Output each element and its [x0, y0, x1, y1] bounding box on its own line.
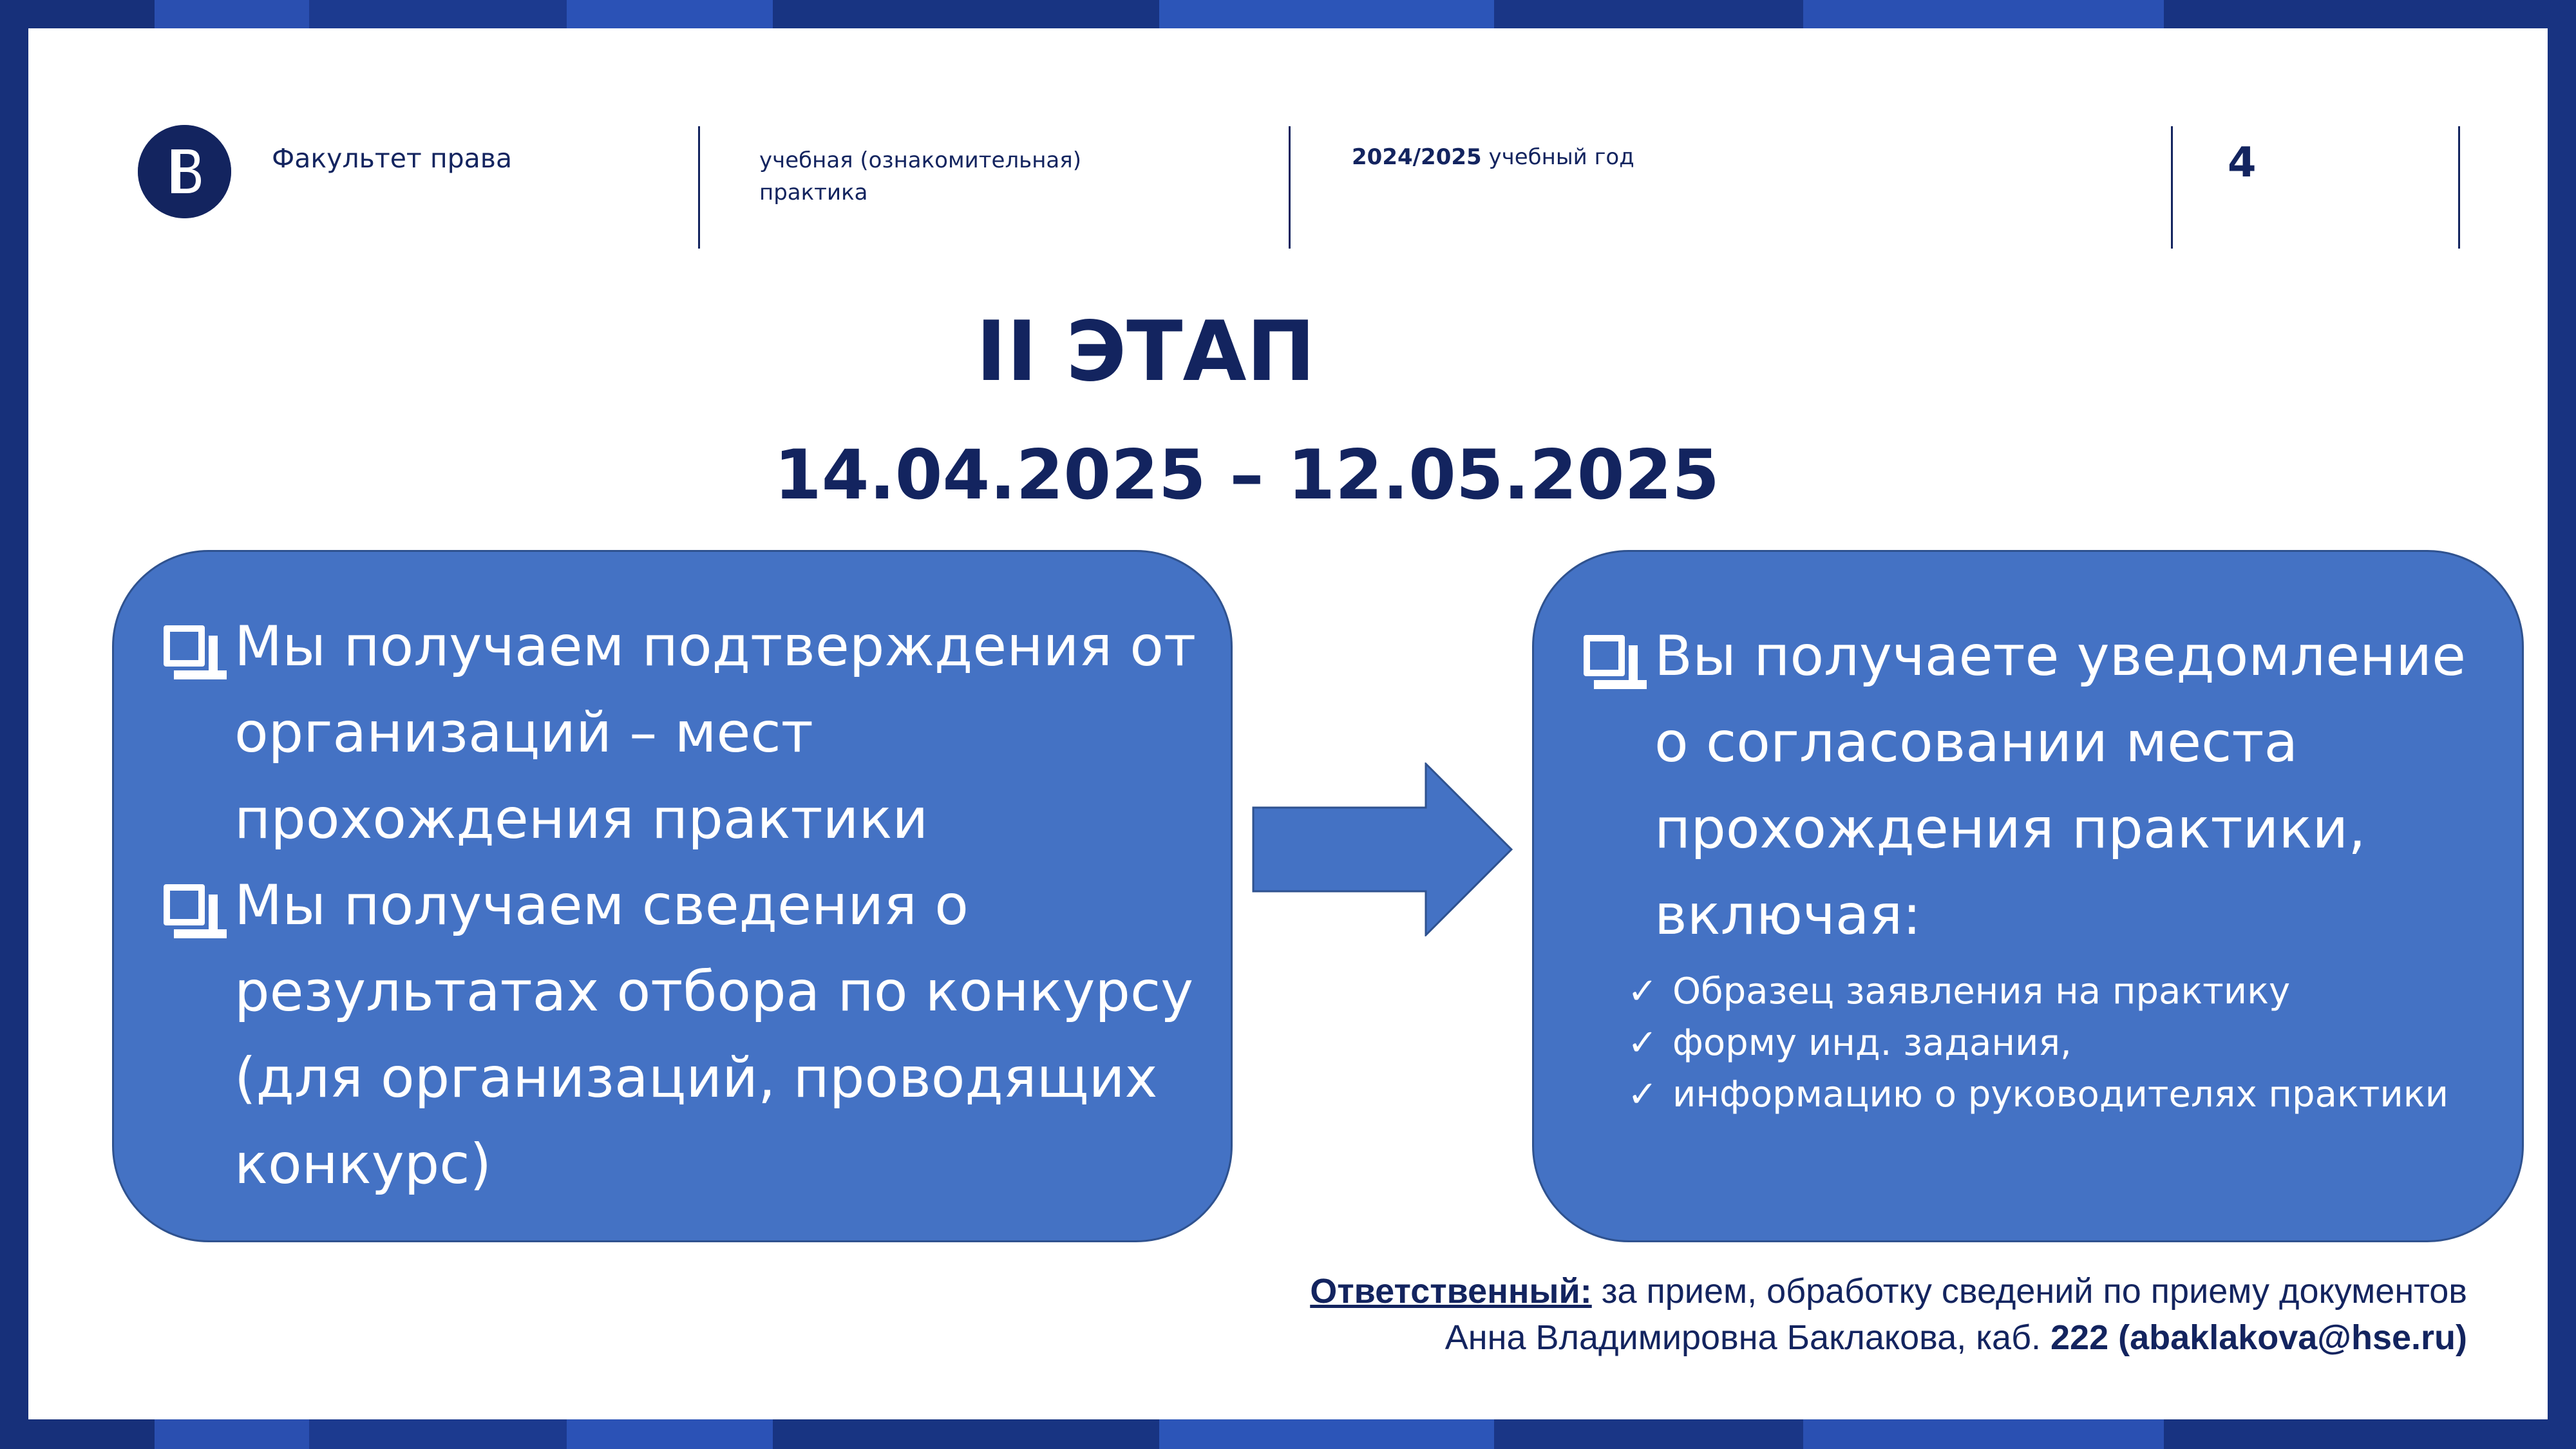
right-subitem [1582, 966, 2496, 1018]
faculty-name: Факультет права [272, 143, 513, 174]
right-arrow-icon [1252, 762, 1513, 936]
right-info-box [1532, 550, 2524, 1242]
right-subitem-text: информацию о руководителях практики [1672, 1074, 2448, 1115]
left-info-box [112, 550, 1233, 1242]
right-subitems [1582, 966, 2496, 1121]
academic-year [1352, 144, 1634, 170]
header-divider [1289, 126, 1291, 249]
left-item [162, 862, 1205, 1208]
header-divider [698, 126, 700, 249]
practice-type [759, 144, 1120, 209]
stage-dates: 14.04.2025 – 12.05.2025 [774, 435, 1719, 515]
academic-year-number: 2024/2025 [1352, 144, 1482, 170]
responsible-line [1310, 1268, 2467, 1314]
right-item [1582, 613, 2496, 958]
checkbox-icon [164, 884, 205, 925]
contact-email: (abaklakova@hse.ru) [2108, 1318, 2467, 1357]
checkbox-icon [1584, 635, 1625, 676]
right-item-text: Вы получаете уведомление о согласовании места прохождения практики, включая: [1654, 624, 2467, 947]
right-subitem [1582, 1069, 2496, 1121]
right-subitem-text: Образец заявления на практику [1672, 971, 2291, 1012]
contact-room: 222 [2050, 1318, 2109, 1357]
left-item-text: Мы получаем сведения о результатах отбора по конкурсу (для организаций, проводящих конкурс) [234, 873, 1194, 1197]
check-mark-icon: ✓ [1627, 1074, 1658, 1115]
practice-type-line2: практика [759, 180, 868, 205]
right-subitem-text: форму инд. задания, [1672, 1022, 2072, 1064]
responsible-footer [1310, 1268, 2467, 1361]
responsible-text: за прием, обработку сведений по приему документов [1591, 1272, 2467, 1311]
page-number: 4 [2228, 139, 2257, 187]
hse-logo [138, 125, 231, 218]
left-item-text: Мы получаем подтверждения от организаций – мест прохождения практики [234, 614, 1197, 851]
check-mark-icon: ✓ [1627, 1022, 1658, 1064]
header-divider [2171, 126, 2173, 249]
right-subitem [1582, 1018, 2496, 1069]
academic-year-text: учебный год [1481, 144, 1634, 170]
slide [28, 28, 2548, 1419]
practice-type-line1: учебная (ознакомительная) [759, 147, 1081, 173]
checkbox-icon [164, 625, 205, 667]
contact-person: Анна Владимировна Баклакова, каб. [1444, 1318, 2051, 1357]
responsible-label: Ответственный: [1310, 1272, 1592, 1311]
check-mark-icon: ✓ [1627, 971, 1658, 1012]
header-divider [2458, 126, 2460, 249]
stage-title: II ЭТАП [976, 304, 1316, 400]
contact-line [1310, 1314, 2467, 1361]
left-item [162, 603, 1205, 862]
